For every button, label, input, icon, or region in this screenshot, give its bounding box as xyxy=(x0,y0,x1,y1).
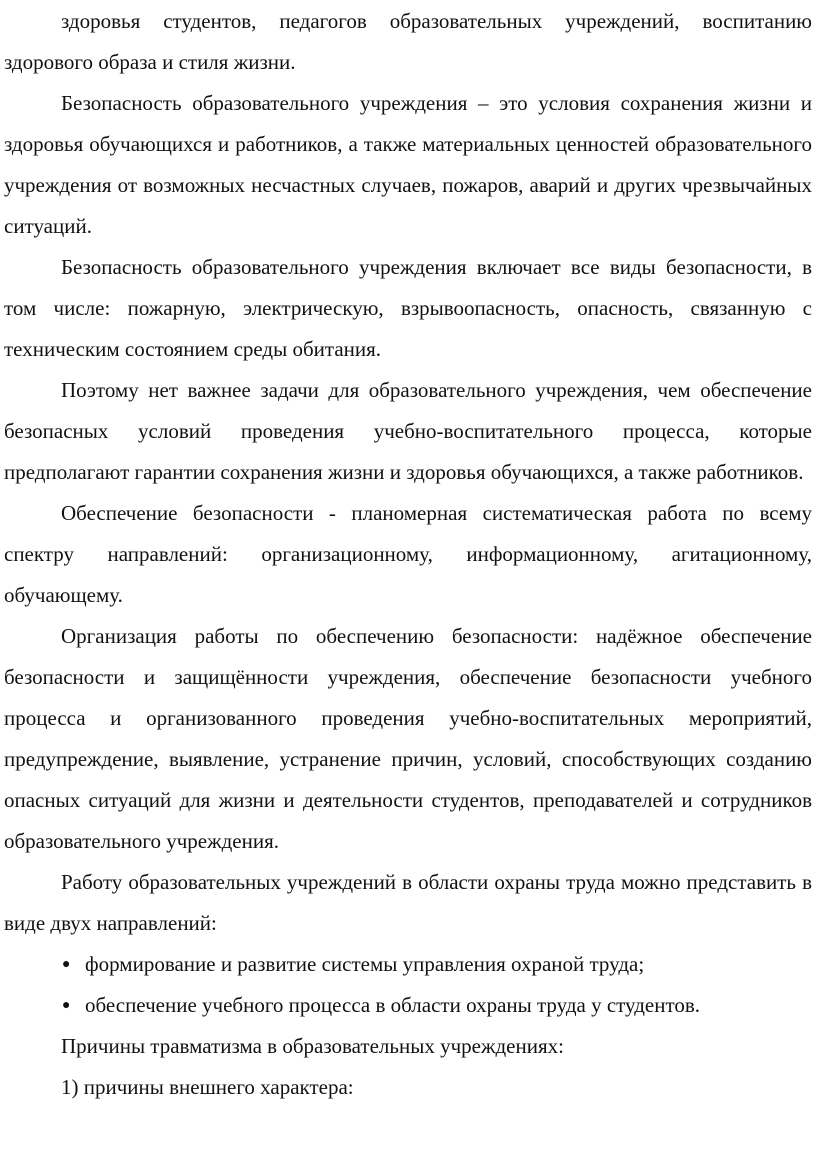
paragraph-injury-causes: Причины травматизма в образовательных учреждениях: xyxy=(61,1034,564,1058)
list-item xyxy=(4,944,812,985)
paragraph-systematic-work: Обеспечение безопасности - планомерная систематическая работа по всему спектру направлений: организационному, информационному, агитационному, обучающему. xyxy=(4,501,812,607)
paragraph-external-causes: 1) причины внешнего характера: xyxy=(61,1075,354,1099)
list-item xyxy=(4,985,812,1026)
paragraph-priority: Поэтому нет важнее задачи для образовательного учреждения, чем обеспечение безопасных условий проведения учебно-воспитательного процесса, которые предполагают гарантии сохранения жизни и здоровья обучающихся, а также работников. xyxy=(4,378,812,484)
bullet-icon: ● xyxy=(62,957,71,972)
paragraph-safety-definition: Безопасность образовательного учреждения – это условия сохранения жизни и здоровья обучающихся и работников, а также материальных ценностей образовательного учреждения от возможных несчастных случаев, пожаров, аварий и других чрезвычайных ситуаций. xyxy=(4,91,812,238)
paragraph-two-directions: Работу образовательных учреждений в области охраны труда можно представить в виде двух направлений: xyxy=(4,870,812,935)
paragraph-safety-types: Безопасность образовательного учреждения включает все виды безопасности, в том числе: пожарную, электрическую, взрывоопасность, опасность, связанную с техническим состоянием среды обитания. xyxy=(4,255,812,361)
paragraph-organization: Организация работы по обеспечению безопасности: надёжное обеспечение безопасности и защищённости учреждения, обеспечение безопасности учебного процесса и организованного проведения учебно-воспитательных мероприятий, предупреждение, выявление, устранение причин, условий, способствующих созданию опасных ситуаций для жизни и деятельности студентов, преподавателей и сотрудников образовательного учреждения. xyxy=(4,624,812,853)
bullet-icon: ● xyxy=(62,998,71,1013)
list-item-text: формирование и развитие системы управления охраной труда; xyxy=(85,952,645,976)
directions-list xyxy=(4,944,812,1026)
paragraph-health: здоровья студентов, педагогов образовательных учреждений, воспитанию здорового образа и стиля жизни. xyxy=(4,9,812,74)
list-item-text: обеспечение учебного процесса в области охраны труда у студентов. xyxy=(85,993,701,1017)
document-page xyxy=(4,1,812,1108)
